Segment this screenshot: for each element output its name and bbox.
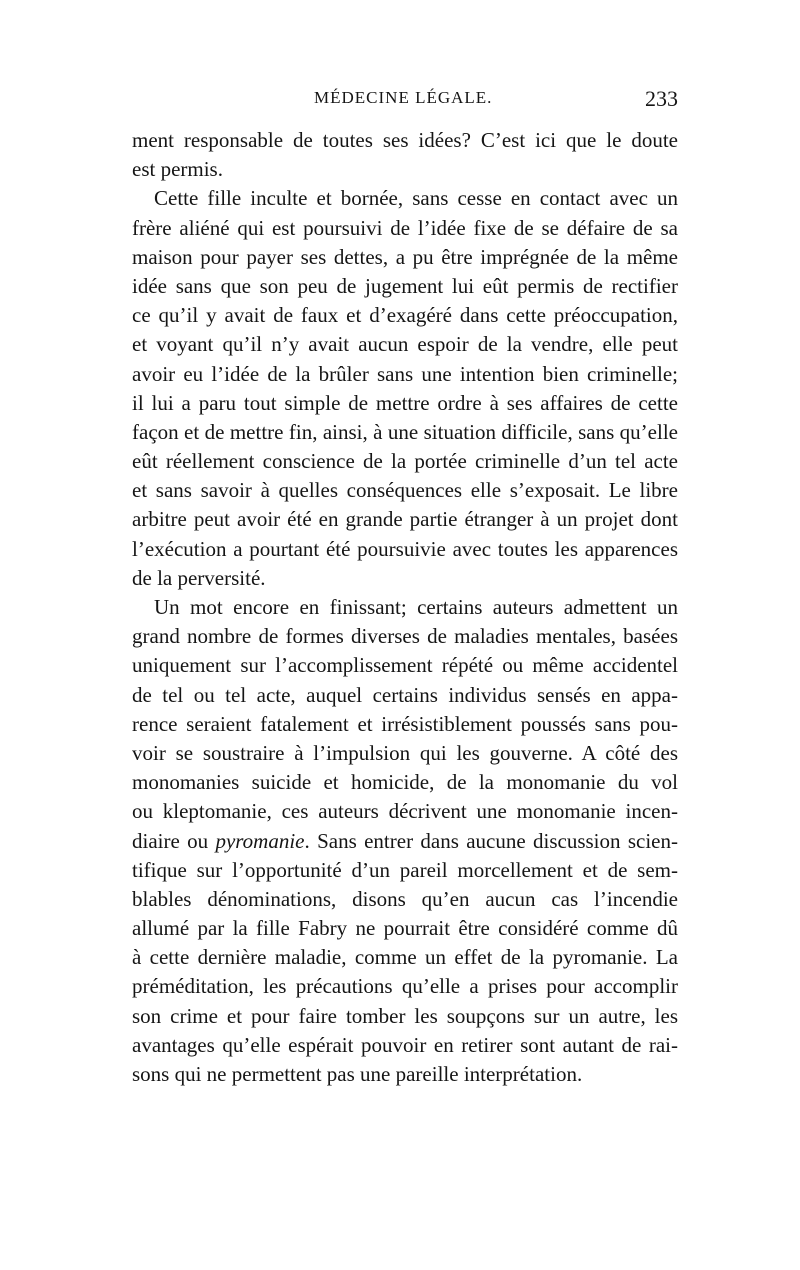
text-line: à cette dernière maladie, comme un effet de la pyromanie. La	[132, 945, 678, 970]
text-line: Cette fille inculte et bornée, sans cesse en contact avec un	[154, 186, 678, 211]
italic-term: pyromanie	[215, 828, 305, 853]
running-head: MÉDECINE LÉGALE.	[314, 88, 493, 107]
text-line: arbitre peut avoir été en grande partie étranger à un projet dont	[132, 507, 678, 532]
text-line: est permis.	[132, 157, 223, 182]
text-line: l’exécution a pourtant été poursuivie avec toutes les apparences	[132, 536, 678, 561]
text-line: avoir eu l’idée de la brûler sans une intention bien criminelle;	[132, 361, 678, 386]
page-number: 233	[645, 86, 678, 111]
text-line: idée sans que son peu de jugement lui eût permis de rectifier	[132, 273, 678, 298]
text-line: monomanies suicide et homicide, de la monomanie du vol	[132, 770, 678, 795]
text-line: préméditation, les précautions qu’elle a prises pour accomplir	[132, 974, 678, 999]
text-line: de la perversité.	[132, 565, 266, 590]
text-line: allumé par la fille Fabry ne pourrait être considéré comme dû	[132, 916, 678, 941]
text-line: diaire ou pyromanie. Sans entrer dans aucune discussion scien-	[132, 828, 678, 853]
text-line: et sans savoir à quelles conséquences elle s’exposait. Le libre	[132, 478, 678, 503]
text-line: de tel ou tel acte, auquel certains individus sensés en appa-	[132, 682, 678, 707]
paragraph-2	[132, 184, 678, 593]
text-line: frère aliéné qui est poursuivi de l’idée fixe de se défaire de sa	[132, 215, 678, 240]
body-text	[132, 126, 678, 1089]
paragraph-3	[132, 593, 678, 1089]
text-line: sons qui ne permettent pas une pareille interprétation.	[132, 1062, 583, 1086]
text-line: façon et de mettre fin, ainsi, à une situation difficile, sans qu’elle	[132, 419, 678, 444]
paragraph-1	[132, 126, 678, 184]
text-line: ou kleptomanie, ces auteurs décrivent une monomanie incen-	[132, 799, 678, 824]
text-line: uniquement sur l’accomplissement répété ou même accidentel	[132, 653, 678, 678]
text-line: ce qu’il y avait de faux et d’exagéré dans cette préoccupation,	[132, 303, 678, 328]
text-line: et voyant qu’il n’y avait aucun espoir de la vendre, elle peut	[132, 332, 678, 357]
text-line: rence seraient fatalement et irrésistiblement poussés sans pou-	[132, 711, 678, 736]
text-line: ment responsable de toutes ses idées? C’est ici que le doute	[132, 128, 678, 152]
text-line: eût réellement conscience de la portée criminelle d’un tel acte	[132, 449, 678, 474]
page-header	[132, 88, 678, 118]
text-line: blables dénominations, disons qu’en aucun cas l’incendie	[132, 886, 678, 911]
text-line: voir se soustraire à l’impulsion qui les gouverne. A côté des	[132, 740, 678, 765]
text-line: maison pour payer ses dettes, a pu être imprégnée de la même	[132, 244, 678, 269]
text-line: il lui a paru tout simple de mettre ordre à ses affaires de cette	[132, 390, 678, 415]
text-line: son crime et pour faire tomber les soupçons sur un autre, les	[132, 1003, 678, 1028]
text-line: avantages qu’elle espérait pouvoir en retirer sont autant de rai-	[132, 1032, 678, 1057]
text-line: Un mot encore en finissant; certains auteurs admettent un	[154, 595, 678, 619]
text-line: tifique sur l’opportunité d’un pareil morcellement et de sem-	[132, 857, 678, 882]
text-line: grand nombre de formes diverses de maladies mentales, basées	[132, 624, 678, 649]
